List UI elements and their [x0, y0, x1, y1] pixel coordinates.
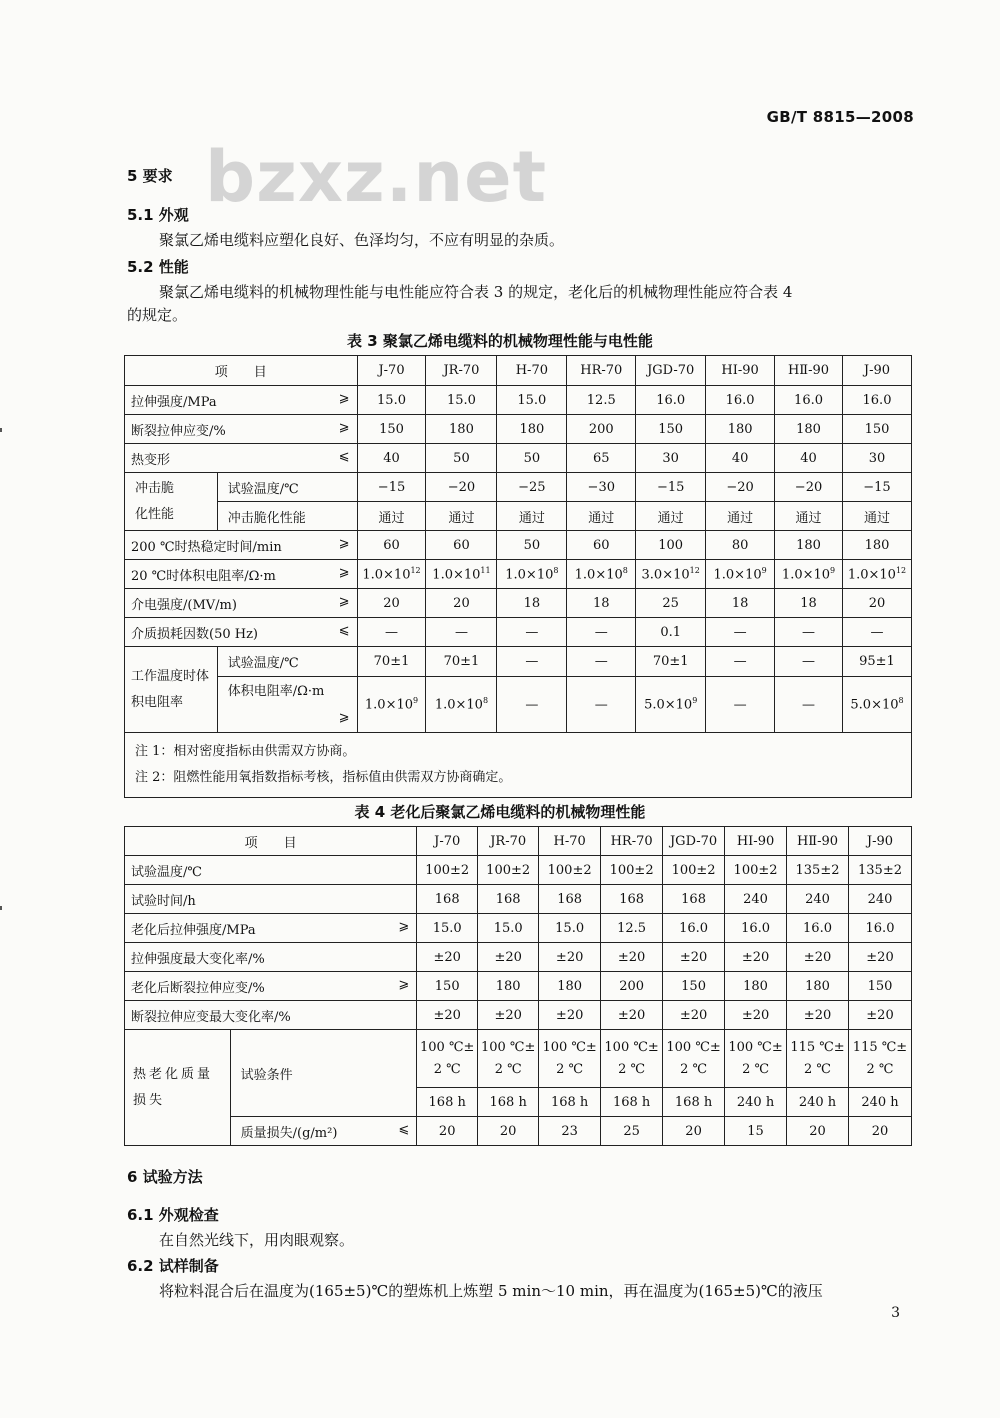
table-cell: 15.0 [417, 914, 478, 943]
section-5-2-text: 聚氯乙烯电缆料的机械物理性能与电性能应符合表 3 的规定，老化后的机械物理性能应符合表 4 [159, 283, 793, 301]
table-row [125, 1030, 912, 1088]
table-cell: ±20 [601, 943, 663, 972]
table-cell: 20 [357, 589, 426, 618]
table-cell: 135±2 [787, 856, 849, 885]
table-notes-row [125, 733, 912, 798]
table-cell: 240 [725, 885, 787, 914]
table-cell: 115 ℃± 2 ℃ [787, 1030, 849, 1088]
table-cell: 16.0 [636, 386, 706, 415]
column-header: J-70 [417, 827, 478, 856]
table-cell: ±20 [539, 1001, 601, 1030]
table-cell: 168 [539, 885, 601, 914]
table-cell: 12.5 [601, 914, 663, 943]
table-cell: −15 [636, 473, 706, 502]
table-row [125, 589, 912, 618]
column-header: H-70 [539, 827, 601, 856]
table-cell: $1.0\times 10^9$ [775, 560, 843, 589]
table-cell: 16.0 [706, 386, 775, 415]
table-row [125, 531, 912, 560]
table-cell: 100 ℃± 2 ℃ [417, 1030, 478, 1088]
table-cell: — [426, 618, 497, 647]
table-cell: 16.0 [663, 914, 725, 943]
table-row [125, 502, 912, 531]
table-cell: 20 [426, 589, 497, 618]
table-cell: −15 [357, 473, 426, 502]
table-cell: ±20 [417, 943, 478, 972]
table-cell: 180 [539, 972, 601, 1001]
group-label: 热老化质量损失 [125, 1030, 231, 1146]
note-1: 注 1：相对密度指标由供需双方协商。 [135, 744, 356, 759]
table-cell: −25 [497, 473, 567, 502]
table-row [125, 885, 912, 914]
table-cell: — [567, 618, 636, 647]
table-cell: 18 [567, 589, 636, 618]
table-cell: −15 [842, 473, 911, 502]
table-cell: 180 [725, 972, 787, 1001]
row-label: 试验条件 [230, 1030, 417, 1117]
table-row [125, 972, 912, 1001]
table-cell: 15.0 [478, 914, 539, 943]
table-cell: 25 [601, 1117, 663, 1146]
row-label: 质量损失/(g/m²) ⩽ [230, 1117, 417, 1146]
table-header-row [125, 356, 912, 386]
table-cell: — [497, 618, 567, 647]
table-cell: 40 [706, 444, 775, 473]
row-label: 介质损耗因数(50 Hz) ⩽ [125, 618, 358, 647]
section-6-2-title: 6.2 试样制备 [127, 1257, 219, 1275]
table-4 [124, 826, 912, 1146]
table-cell: ±20 [849, 1001, 912, 1030]
table-cell: $1.0\times 10^9$ [357, 677, 426, 733]
table-cell: 150 [663, 972, 725, 1001]
table-cell: — [775, 647, 843, 677]
table-row [125, 560, 912, 589]
row-label: 介电强度/(MV/m) ⩾ [125, 589, 358, 618]
row-label: 200 ℃时热稳定时间/min ⩾ [125, 531, 358, 560]
column-header: H-70 [497, 356, 567, 386]
table-cell: 100±2 [663, 856, 725, 885]
column-header: HⅠ-90 [725, 827, 787, 856]
table-cell: 65 [567, 444, 636, 473]
row-label: 试验温度/℃ [125, 856, 417, 885]
table-cell: 80 [706, 531, 775, 560]
table-cell: 15 [725, 1117, 787, 1146]
table-cell: 168 [478, 885, 539, 914]
table-cell: $1.0\times 10^8$ [567, 560, 636, 589]
column-header: HⅡ-90 [775, 356, 843, 386]
column-header: J-70 [357, 356, 426, 386]
table-cell: 95±1 [842, 647, 911, 677]
row-label: 试验温度/℃ [217, 473, 357, 502]
column-header: HⅠ-90 [706, 356, 775, 386]
table-cell: 16.0 [787, 914, 849, 943]
page-number: 3 [891, 1305, 900, 1321]
table-cell: 15.0 [357, 386, 426, 415]
row-label: 老化后断裂拉伸应变/% ⩾ [125, 972, 417, 1001]
table-cell: 60 [567, 531, 636, 560]
column-header: HR-70 [601, 827, 663, 856]
row-label: 拉伸强度最大变化率/% [125, 943, 417, 972]
table-cell: — [567, 677, 636, 733]
table-row [125, 647, 912, 677]
table-cell: 30 [842, 444, 911, 473]
table-cell: 20 [849, 1117, 912, 1146]
table-cell: — [706, 677, 775, 733]
table-cell: 通过 [636, 502, 706, 531]
table-cell: 150 [417, 972, 478, 1001]
table-cell: — [842, 618, 911, 647]
table-cell: 168 h [417, 1088, 478, 1117]
table-cell: 18 [775, 589, 843, 618]
table-cell: 0.1 [636, 618, 706, 647]
table-cell: 12.5 [567, 386, 636, 415]
row-label: 体积电阻率/Ω·m ⩾ [217, 677, 357, 733]
table-cell: ±20 [539, 943, 601, 972]
table-cell: 70±1 [426, 647, 497, 677]
table-cell: 25 [636, 589, 706, 618]
table-cell: 60 [357, 531, 426, 560]
table-cell: 200 [567, 415, 636, 444]
table-cell: 180 [478, 972, 539, 1001]
table-cell: 20 [478, 1117, 539, 1146]
section-6-1-title: 6.1 外观检查 [127, 1206, 219, 1224]
table-cell: 40 [775, 444, 843, 473]
table-cell: 180 [775, 531, 843, 560]
row-label: 试验温度/℃ [217, 647, 357, 677]
table-row [125, 1117, 912, 1146]
table-cell: 30 [636, 444, 706, 473]
row-label: 断裂拉伸应变最大变化率/% [125, 1001, 417, 1030]
table-cell: — [497, 677, 567, 733]
table-cell: 16.0 [775, 386, 843, 415]
table-cell: ±20 [601, 1001, 663, 1030]
table-cell: 16.0 [842, 386, 911, 415]
table-cell: 100±2 [725, 856, 787, 885]
table-cell: 20 [842, 589, 911, 618]
table-cell: 100 ℃± 2 ℃ [601, 1030, 663, 1088]
table-row [125, 444, 912, 473]
column-header-item: 项 目 [125, 827, 417, 856]
table-cell: 通过 [567, 502, 636, 531]
table-cell: $1.0\times 10^{12}$ [357, 560, 426, 589]
table-cell: 70±1 [636, 647, 706, 677]
table-cell: 168 h [663, 1088, 725, 1117]
table-cell: 60 [426, 531, 497, 560]
row-label: 拉伸强度/MPa ⩾ [125, 386, 358, 415]
section-5-1-title: 5.1 外观 [127, 206, 189, 224]
section-5-2-title: 5.2 性能 [127, 258, 189, 276]
table-cell: $5.0\times 10^8$ [842, 677, 911, 733]
table-cell: 100±2 [478, 856, 539, 885]
row-label: 老化后拉伸强度/MPa ⩾ [125, 914, 417, 943]
table-cell: 168 h [601, 1088, 663, 1117]
column-header: JR-70 [426, 356, 497, 386]
table-cell: $1.0\times 10^8$ [426, 677, 497, 733]
table-cell: 180 [426, 415, 497, 444]
table-cell: 150 [849, 972, 912, 1001]
table-row [125, 677, 912, 733]
group-label: 冲击脆化性能 [125, 473, 218, 531]
section-6-2-text: 将粒料混合后在温度为(165±5)℃的塑炼机上炼塑 5 min～10 min，再在温度为(165±5)℃的液压 [159, 1282, 823, 1300]
table-cell: 通过 [706, 502, 775, 531]
table-cell: 115 ℃± 2 ℃ [849, 1030, 912, 1088]
table-cell: 180 [706, 415, 775, 444]
column-header: JGD-70 [636, 356, 706, 386]
table-row [125, 943, 912, 972]
table-cell: 180 [787, 972, 849, 1001]
table-cell: — [567, 647, 636, 677]
table-cell: 50 [426, 444, 497, 473]
table-cell: −30 [567, 473, 636, 502]
table-cell: $1.0\times 10^{12}$ [842, 560, 911, 589]
table-cell: — [775, 618, 843, 647]
table-cell: — [706, 647, 775, 677]
table-cell: ±20 [849, 943, 912, 972]
table-cell: 100 ℃± 2 ℃ [725, 1030, 787, 1088]
table-cell: 200 [601, 972, 663, 1001]
table-4-caption: 表 4 老化后聚氯乙烯电缆料的机械物理性能 [354, 803, 646, 821]
table-cell: 18 [497, 589, 567, 618]
table-cell: 16.0 [849, 914, 912, 943]
table-cell: ±20 [663, 1001, 725, 1030]
row-label: 冲击脆化性能 [217, 502, 357, 531]
table-row [125, 473, 912, 502]
table-cell: ±20 [787, 943, 849, 972]
table-cell: 240 [849, 885, 912, 914]
table-cell: 150 [636, 415, 706, 444]
row-label: 热变形 ⩽ [125, 444, 358, 473]
table-cell: 通过 [497, 502, 567, 531]
table-cell: 23 [539, 1117, 601, 1146]
table-cell: 100±2 [417, 856, 478, 885]
table-row [125, 415, 912, 444]
table-cell: 100±2 [601, 856, 663, 885]
table-cell: −20 [706, 473, 775, 502]
table-cell: 168 [417, 885, 478, 914]
scan-mark [0, 428, 2, 432]
table-cell: 15.0 [497, 386, 567, 415]
table-cell: 18 [706, 589, 775, 618]
table-cell: 15.0 [539, 914, 601, 943]
table-cell: 20 [663, 1117, 725, 1146]
table-cell: 40 [357, 444, 426, 473]
table-cell: ±20 [787, 1001, 849, 1030]
table-cell: 50 [497, 531, 567, 560]
table-cell: 240 h [725, 1088, 787, 1117]
column-header: HⅡ-90 [787, 827, 849, 856]
table-row [125, 618, 912, 647]
table-cell: 240 [787, 885, 849, 914]
table-cell: 20 [787, 1117, 849, 1146]
column-header: HR-70 [567, 356, 636, 386]
watermark: bzxz.net [205, 136, 548, 218]
table-cell: $1.0\times 10^8$ [497, 560, 567, 589]
table-cell: 168 [663, 885, 725, 914]
table-cell: 180 [497, 415, 567, 444]
table-cell: 100 ℃± 2 ℃ [478, 1030, 539, 1088]
table-3-caption: 表 3 聚氯乙烯电缆料的机械物理性能与电性能 [347, 332, 653, 350]
table-cell: 135±2 [849, 856, 912, 885]
table-cell: $5.0\times 10^9$ [636, 677, 706, 733]
row-label: 断裂拉伸应变/% ⩾ [125, 415, 358, 444]
table-cell: ±20 [725, 943, 787, 972]
section-5-2-text-cont: 的规定。 [127, 306, 188, 324]
table-cell: ±20 [417, 1001, 478, 1030]
table-cell: 20 [417, 1117, 478, 1146]
table-cell: — [497, 647, 567, 677]
table-cell: −20 [775, 473, 843, 502]
table-row [125, 1001, 912, 1030]
table-cell: 通过 [357, 502, 426, 531]
table-3 [124, 355, 912, 798]
table-cell: $1.0\times 10^9$ [706, 560, 775, 589]
table-notes [125, 733, 912, 798]
column-header: J-90 [842, 356, 911, 386]
table-cell: $1.0\times 10^{11}$ [426, 560, 497, 589]
table-cell: 50 [497, 444, 567, 473]
column-header-item: 项 目 [125, 356, 358, 386]
table-cell: 168 h [478, 1088, 539, 1117]
scan-mark [0, 906, 2, 910]
table-cell: — [706, 618, 775, 647]
table-cell: 240 h [849, 1088, 912, 1117]
table-cell: 通过 [842, 502, 911, 531]
table-cell: 168 h [539, 1088, 601, 1117]
table-cell: 150 [357, 415, 426, 444]
table-cell: 100 ℃± 2 ℃ [539, 1030, 601, 1088]
table-cell: 180 [775, 415, 843, 444]
table-cell: −20 [426, 473, 497, 502]
table-row [125, 386, 912, 415]
table-cell: 通过 [426, 502, 497, 531]
row-label: 试验时间/h [125, 885, 417, 914]
column-header: J-90 [849, 827, 912, 856]
table-cell: — [775, 677, 843, 733]
table-cell: — [357, 618, 426, 647]
section-6-1-text: 在自然光线下，用肉眼观察。 [159, 1231, 355, 1249]
standard-code: GB/T 8815—2008 [766, 108, 914, 126]
table-row [125, 914, 912, 943]
note-2: 注 2：阻燃性能用氧指数指标考核，指标值由供需双方协商确定。 [135, 770, 512, 785]
table-cell: ±20 [478, 1001, 539, 1030]
table-cell: 100±2 [539, 856, 601, 885]
column-header: JR-70 [478, 827, 539, 856]
table-cell: 168 [601, 885, 663, 914]
table-cell: 70±1 [357, 647, 426, 677]
table-cell: 15.0 [426, 386, 497, 415]
section-6-title: 6 试验方法 [127, 1168, 203, 1186]
section-5-title: 5 要求 [127, 167, 173, 185]
table-cell: 100 [636, 531, 706, 560]
table-cell: 16.0 [725, 914, 787, 943]
table-row [125, 856, 912, 885]
row-label: 20 ℃时体积电阻率/Ω·m ⩾ [125, 560, 358, 589]
table-cell: 180 [842, 531, 911, 560]
table-header-row [125, 827, 912, 856]
table-cell: 通过 [775, 502, 843, 531]
table-cell: ±20 [663, 943, 725, 972]
table-cell: $3.0\times 10^{12}$ [636, 560, 706, 589]
table-cell: 100 ℃± 2 ℃ [663, 1030, 725, 1088]
table-cell: 150 [842, 415, 911, 444]
section-5-1-text: 聚氯乙烯电缆料应塑化良好、色泽均匀，不应有明显的杂质。 [159, 231, 565, 249]
column-header: JGD-70 [663, 827, 725, 856]
group-label: 工作温度时体积电阻率 [125, 647, 218, 733]
table-cell: ±20 [478, 943, 539, 972]
table-cell: ±20 [725, 1001, 787, 1030]
table-cell: 240 h [787, 1088, 849, 1117]
